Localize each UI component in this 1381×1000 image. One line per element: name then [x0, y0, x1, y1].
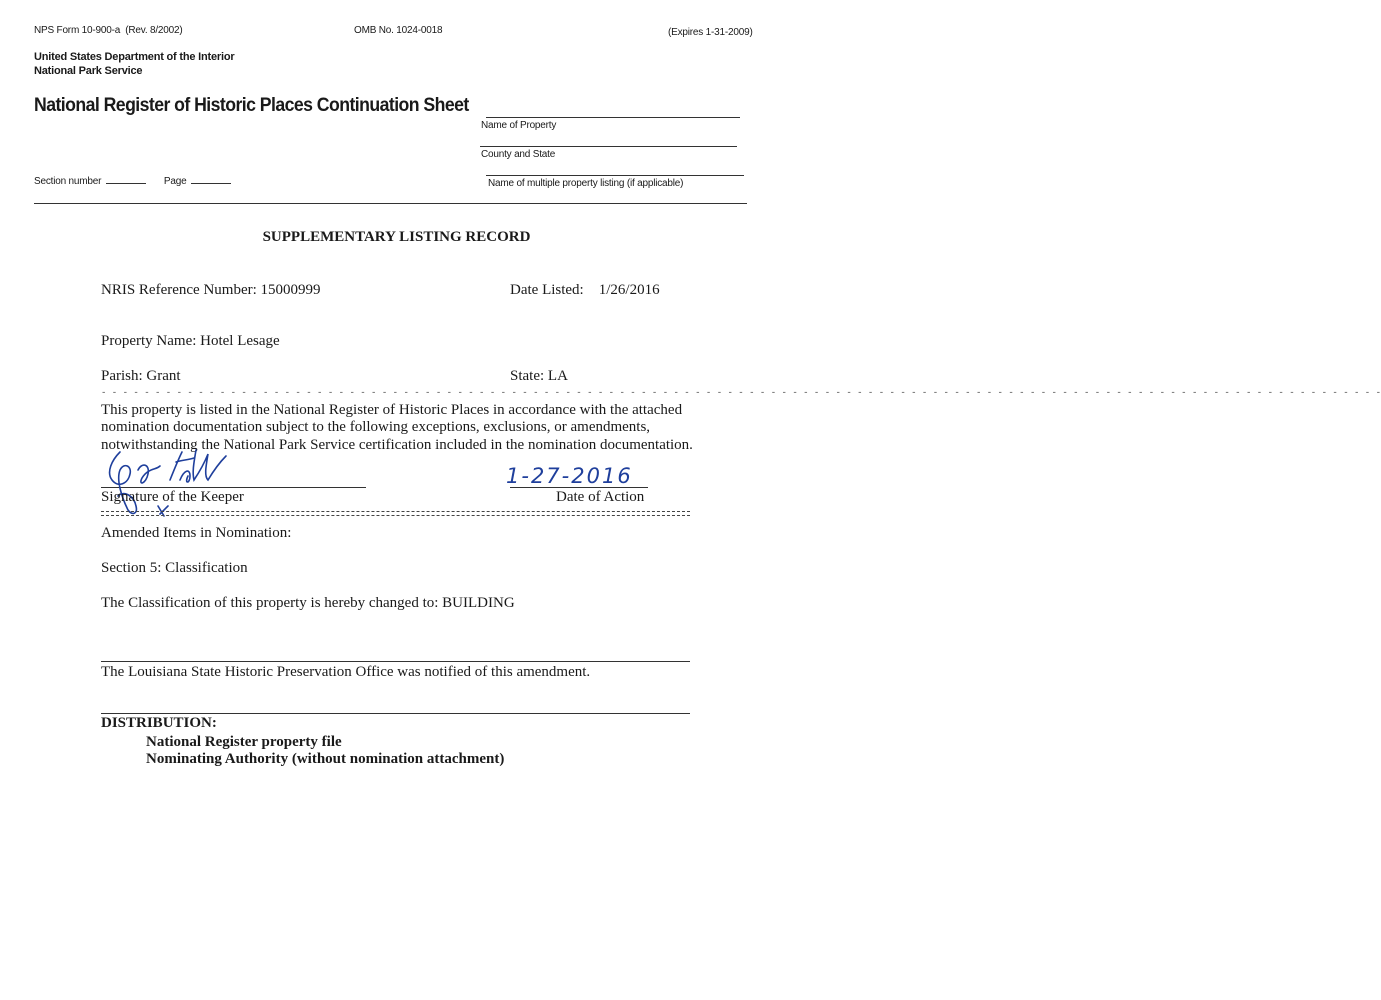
- distribution-heading: DISTRIBUTION:: [101, 715, 217, 731]
- date-listed: Date Listed: 1/26/2016: [510, 282, 660, 298]
- amended-items-heading: Amended Items in Nomination:: [101, 525, 292, 541]
- dashed-divider: - - - - - - - - - - - - - - - - - - - - - - - - - - - - - - - - - - - - - - - - - - - - - - - - - - - - - - - - - - - - - - - - - - - - - - - - - - - - - - - - - - - - - - - - - - - - - - - - - - - - - - - - - - - - - - - - - - - - - - -: [101, 388, 1381, 398]
- county-state-line: [480, 146, 737, 147]
- county-state-label: County and State: [481, 149, 556, 160]
- section-number-field: Section number Page: [34, 176, 231, 187]
- distribution-item-1: National Register property file: [146, 734, 342, 750]
- distribution-item-2: Nominating Authority (without nomination attachment): [146, 751, 505, 767]
- record-heading: SUPPLEMENTARY LISTING RECORD: [262, 229, 531, 245]
- form-id: NPS Form 10-900-a (Rev. 8/2002): [34, 25, 183, 36]
- multiple-listing-line: [486, 175, 744, 176]
- double-divider-bottom: [101, 515, 690, 516]
- name-of-property-line: [486, 117, 740, 118]
- form-title: National Register of Historic Places Continuation Sheet: [34, 95, 469, 116]
- classification-change: The Classification of this property is hereby changed to: BUILDING: [101, 595, 515, 611]
- header-divider: [34, 203, 747, 204]
- property-name: Property Name: Hotel Lesage: [101, 333, 280, 349]
- department-name: United States Department of the Interior: [34, 51, 235, 63]
- state: State: LA: [510, 368, 568, 384]
- signature-label: Signature of the Keeper: [101, 489, 244, 505]
- parish: Parish: Grant: [101, 368, 181, 384]
- statement-line-1: This property is listed in the National Register of Historic Places in accordance with the attached: [101, 402, 683, 418]
- notification-top-rule: [101, 661, 690, 662]
- keeper-signature: [98, 440, 248, 520]
- section-classification: Section 5: Classification: [101, 560, 248, 576]
- omb-number: OMB No. 1024-0018: [354, 25, 443, 36]
- notification-text: The Louisiana State Historic Preservation Office was notified of this amendment.: [101, 664, 591, 680]
- date-of-action-line: [510, 487, 648, 488]
- date-of-action-label: Date of Action: [556, 489, 645, 505]
- name-of-property-label: Name of Property: [481, 120, 557, 131]
- expiration-date: (Expires 1-31-2009): [668, 27, 753, 38]
- statement-line-3: notwithstanding the National Park Service certification included in the nomination documentation.: [101, 437, 693, 453]
- service-name: National Park Service: [34, 65, 143, 77]
- double-divider-top: [101, 511, 690, 512]
- distribution-top-rule: [101, 713, 690, 714]
- statement-line-2: nomination documentation subject to the following exceptions, exclusions, or amendments,: [101, 419, 651, 435]
- multiple-listing-label: Name of multiple property listing (if applicable): [488, 178, 684, 189]
- nris-reference: NRIS Reference Number: 15000999: [101, 282, 321, 298]
- handwritten-action-date: 1-27-2016: [506, 464, 633, 488]
